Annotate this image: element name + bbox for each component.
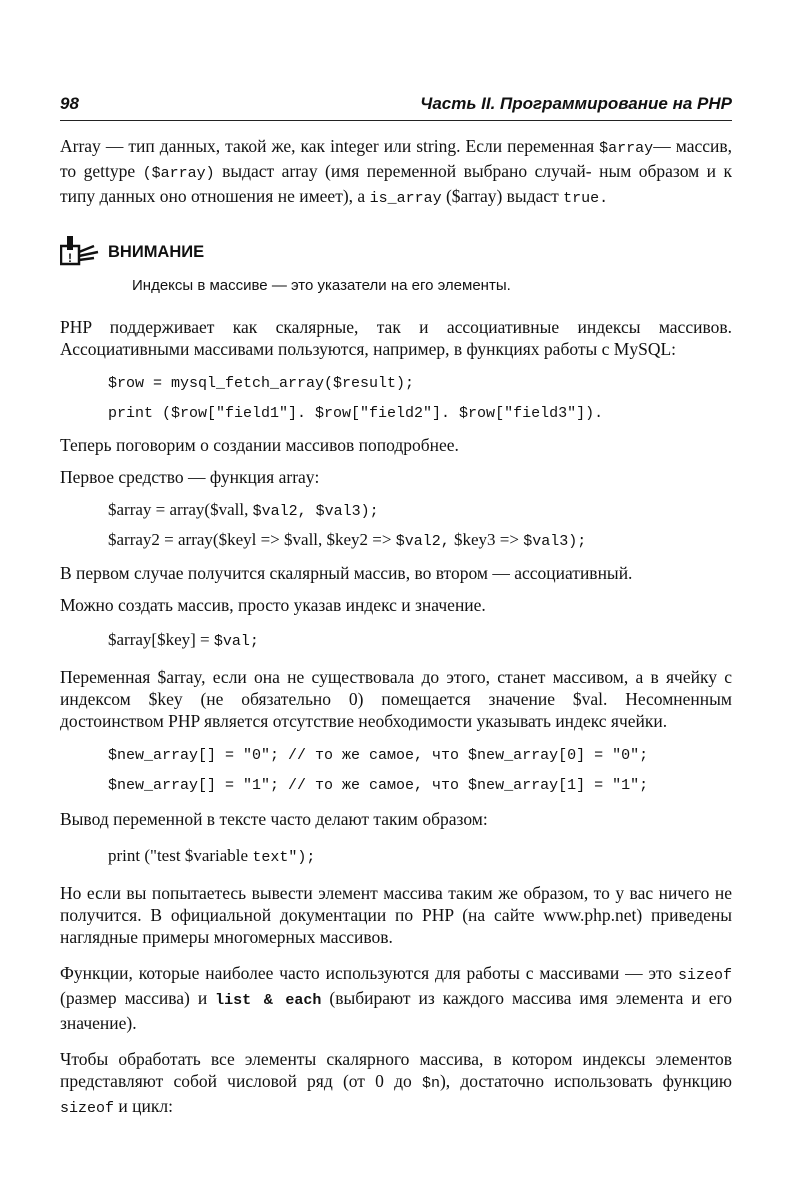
code-text: $array = array($vall,: [108, 500, 253, 519]
text-run: ($array) выдаст: [441, 186, 559, 206]
inline-code: sizeof: [677, 967, 732, 984]
text-run: Функции, которые наиболее часто используются для работы с массивами — это: [60, 963, 678, 983]
code-line: [60, 530, 732, 550]
running-title: Часть II. Программирование на PHP: [420, 94, 732, 113]
paragraph-scalar-assoc: В первом случае получится скалярный массив, во втором — ассоциативный.: [60, 563, 633, 583]
code-line: [60, 500, 732, 520]
paragraph-index-value: Можно создать массив, просто указав индекс и значение.: [60, 595, 486, 615]
text-run: —: [653, 136, 671, 156]
warning-text: Индексы в массиве — это указатели на его элементы.: [132, 277, 511, 294]
code-text: print ($row["field1"]. $row["field2"]. $row["field3"]).: [108, 405, 604, 422]
code-text: $val2, $val3);: [252, 503, 379, 520]
page-number: 98: [60, 94, 79, 113]
paragraph-first-method: Первое средство — функция array:: [60, 467, 320, 487]
paragraph-array-type: [60, 135, 732, 210]
code-text: $array[$key] =: [108, 630, 214, 649]
paragraph-print-variable: Вывод переменной в тексте часто делают таким образом:: [60, 809, 488, 829]
svg-text:!: !: [68, 251, 72, 265]
inline-code: $n: [421, 1075, 440, 1092]
paragraph-variable-array: Переменная $array, если она не существовала до этого, станет массивом, а в ячейку с индексом $key (не обязательно 0) помещается значение $val. Несомненным достоинством PHP является отсутствие необходимости указывать индекс ячейки.: [60, 667, 732, 731]
warning-title: ВНИМАНИЕ: [108, 243, 205, 261]
book-page: [60, 88, 732, 1120]
code-text: $val2,: [395, 533, 450, 550]
inline-code: list & each: [215, 992, 322, 1009]
text-run: выдаст array (имя переменной выбрано случай-: [214, 161, 592, 181]
code-text: $new_array[] = "1"; // то же самое, что $new_array[1] = "1";: [108, 777, 649, 794]
code-line: [60, 402, 732, 422]
code-text: $array2 = array($keyl => $vall, $key2 =>: [108, 530, 396, 549]
inline-code: $array: [599, 140, 654, 157]
code-line: [60, 744, 732, 764]
text-run: и цикл:: [114, 1096, 173, 1116]
text-run: массив, то gettype: [60, 136, 732, 181]
code-text: $row = mysql_fetch_array($result);: [108, 375, 415, 392]
paragraph-index-types: PHP поддерживает как скалярные, так и ассоциативные индексы массивов. Ассоциативными массивами пользуются, например, в функциях работы с MySQL:: [60, 317, 732, 359]
text-run: Array — тип данных, такой же, как integer или string. Если переменная: [60, 136, 600, 156]
inline-code: ($array): [142, 165, 215, 182]
inline-code: sizeof: [60, 1100, 115, 1117]
paragraph-multidimensional: Но если вы попытаетесь вывести элемент массива таким же образом, то у вас ничего не получится. В официальной документации по PHP (на сайте www.php.net) приведены наглядные примеры многомерных массивов.: [60, 883, 732, 947]
inline-code: true.: [563, 190, 609, 207]
inline-code: is_array: [369, 190, 442, 207]
code-line: [60, 372, 732, 392]
code-line: [60, 630, 732, 650]
code-line: [60, 846, 732, 866]
code-text: text");: [252, 849, 316, 866]
code-line: [60, 774, 732, 794]
text-run: ), достаточно использовать функцию: [439, 1071, 732, 1091]
paragraph-sizeof-loop: [60, 1048, 732, 1120]
paragraph-arrays-detail: Теперь поговорим о создании массивов поподробнее.: [60, 435, 459, 455]
code-text: $val3);: [523, 533, 587, 550]
page-header: [60, 88, 732, 121]
text-run: (размер массива) и: [60, 988, 216, 1008]
code-text: $key3 =>: [449, 530, 524, 549]
text-run: Чтобы обработать все элементы скалярного массива, в котором индексы элементов представляют собой числовой ряд (от 0 до: [60, 1049, 732, 1091]
paragraph-array-functions: [60, 962, 732, 1034]
code-text: print ("test $variable: [108, 846, 253, 865]
code-text: $new_array[] = "0"; // то же самое, что $new_array[0] = "0";: [108, 747, 649, 764]
warning-note: [60, 234, 732, 294]
code-text: $val;: [213, 633, 259, 650]
text-run: ным образом и к типу данных оно отношения не имеет), а: [60, 161, 732, 206]
warning-hand-icon: [60, 234, 100, 271]
text-run: (выбирают из каждого массива имя элемента и его значение).: [60, 988, 732, 1033]
